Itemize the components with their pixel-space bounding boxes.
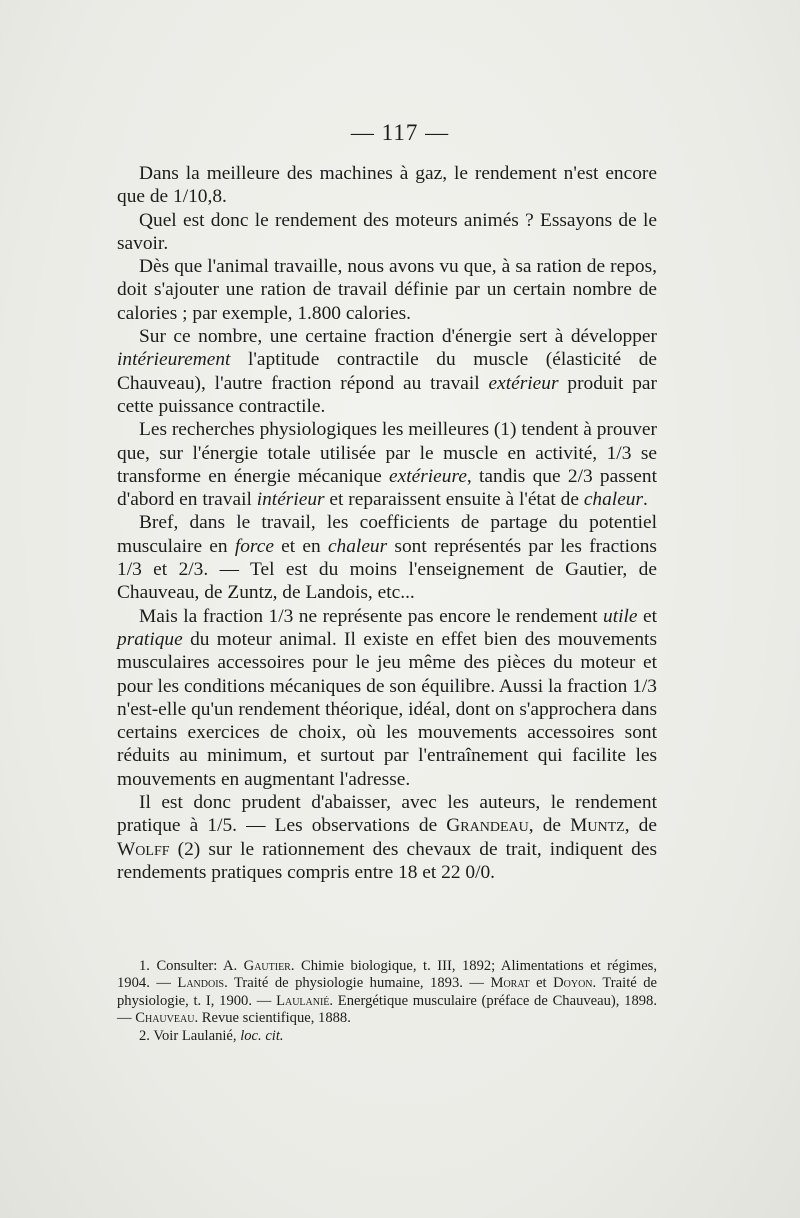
emphasis: intérieurement <box>117 349 231 371</box>
author-name: Landois <box>177 975 225 992</box>
text-run: du moteur animal. Il existe en effet bien des mouvements musculaires accessoires pour le jeu même des pièces du moteur et pour les conditions mécaniques de son équilibre. Aussi la fraction 1/3 n'est-elle qu'un rendement théorique, idéal, dont on s'approchera dans certains exercices de choix, où les mouvements accessoires sont réduits au minimum, et surtout par l'entraînement qui facilite les mouvements en augmentant l'adresse. <box>117 628 657 790</box>
emphasis: chaleur <box>327 535 388 557</box>
page-number: — 117 — <box>350 120 450 145</box>
text-run: 1. Consulter: A. <box>139 958 244 974</box>
paragraph-7 <box>117 605 657 791</box>
text-run: Mais la fraction 1/3 ne représente pas encore le rendement <box>139 605 604 627</box>
emphasis: pratique <box>117 628 183 650</box>
text-run: et reparaissent ensuite à l'état de <box>324 489 584 511</box>
text-run: . Traité de physiologie humaine, 1893. — <box>224 975 491 992</box>
footnotes <box>117 958 657 1045</box>
paragraph-3: Dès que l'animal travaille, nous avons vu que, à sa ration de repos, doit s'ajouter une ration de travail définie par un certain nombre de calories ; par exemple, 1.800 calories. <box>117 256 657 324</box>
paragraph-4 <box>117 325 657 418</box>
paragraph-5 <box>117 418 657 511</box>
paragraph-2: Quel est donc le rendement des moteurs animés ? Essayons de le savoir. <box>117 209 657 254</box>
author-name: Laulanié <box>276 992 330 1009</box>
emphasis: extérieur <box>488 372 559 394</box>
footnote-2 <box>117 1028 657 1045</box>
text-run: . Traité de physiologie, t. I, 1900. — <box>117 975 657 1009</box>
text-run: et en <box>273 535 328 557</box>
text-run: 2. Voir Laulanié, <box>139 1027 241 1044</box>
text-run: Il est donc prudent d'abaisser, avec les auteurs, le rendement pratique à 1/5. — Les observations de <box>117 792 657 837</box>
body-text <box>117 162 657 884</box>
emphasis: utile <box>603 605 638 627</box>
emphasis: loc. cit. <box>240 1027 284 1044</box>
author-name: Muntz <box>570 815 625 837</box>
emphasis: intérieur <box>256 489 325 511</box>
text-run: , de <box>528 815 571 837</box>
author-name: Morat <box>490 975 530 992</box>
text-run: . Chimie biologique, t. III, 1892; Alimentations et régimes, 1904. — <box>117 958 658 992</box>
emphasis: chaleur <box>583 489 644 511</box>
text-run: Sur ce nombre, une certaine fraction d'énergie sert à développer <box>139 326 657 348</box>
text-run: Les recherches physiologiques les meilleures (1) tendent à prouver que, sur l'énergie totale utilisée par le muscle en activité, 1/3 se transforme en énergie mécanique <box>117 419 657 487</box>
footnote-1 <box>117 958 657 1028</box>
text-run: , tandis que 2/3 passent d'abord en travail <box>117 465 658 511</box>
text-run: l'aptitude contractile du muscle (élasticité de Chauveau), l'autre fraction répond au travail <box>117 349 657 394</box>
paragraph-6 <box>117 511 657 604</box>
emphasis: extérieure <box>389 465 467 487</box>
text-run: . Energétique musculaire (préface de Chauveau), 1898. — <box>117 992 657 1027</box>
text-run: . Revue scientifique, 1888. <box>194 1010 351 1027</box>
paragraph-1: Dans la meilleure des machines à gaz, le rendement n'est encore que de 1/10,8. <box>117 163 657 208</box>
emphasis: force <box>234 535 274 557</box>
text-run: et <box>529 975 554 992</box>
text-run: sont représentés par les fractions 1/3 et 2/3. — Tel est du moins l'enseignement de Gautier, de Chauveau, de Zuntz, de Landois, etc... <box>117 535 657 604</box>
text-run: . <box>643 489 648 511</box>
text-run: produit par cette puissance contractile. <box>117 372 657 417</box>
text-run: , de <box>624 815 657 837</box>
author-name: Wolff <box>117 838 170 860</box>
text-run: Bref, dans le travail, les coefficients de partage du potentiel musculaire en <box>117 512 657 557</box>
text-run: (2) sur le rationnement des chevaux de trait, indiquent des rendements pratiques compris entre 18 et 22 0/0. <box>117 838 657 883</box>
text-run: et <box>637 605 657 627</box>
author-name: Chauveau <box>135 1010 195 1027</box>
paragraph-8 <box>117 791 657 884</box>
author-name: Doyon <box>553 975 593 992</box>
author-name: Grandeau <box>446 815 529 837</box>
author-name: Gautier <box>243 958 291 974</box>
